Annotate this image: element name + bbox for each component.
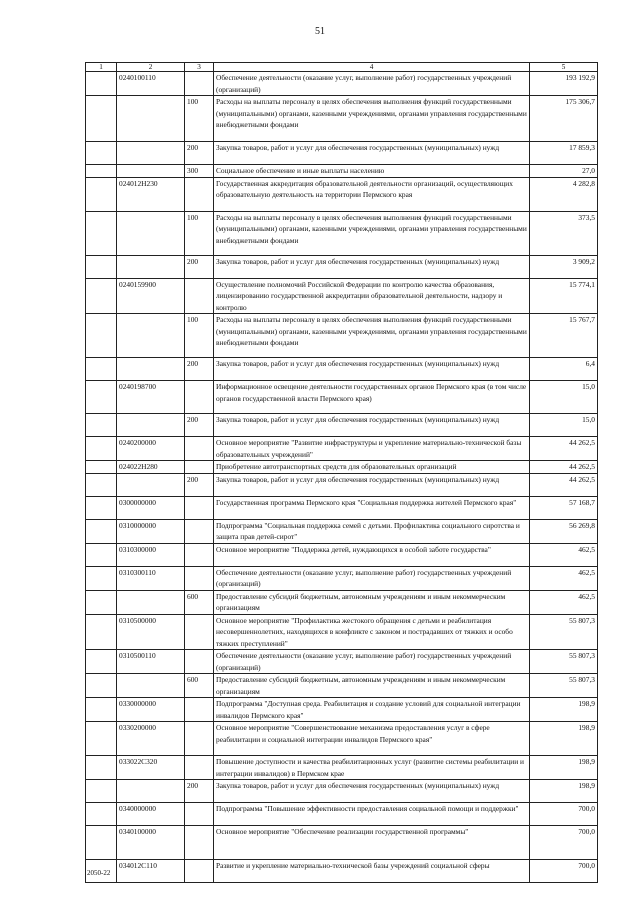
target-code-cell: 033022С320 xyxy=(117,756,185,780)
table-row xyxy=(86,414,598,437)
target-code-cell: 0330200000 xyxy=(117,722,185,756)
empty-cell xyxy=(86,543,117,566)
item-name-cell: Закупка товаров, работ и услуг для обеспечения государственных (муниципальных) нужд xyxy=(214,414,530,437)
expense-type-cell xyxy=(185,756,214,780)
amount-cell: 55 807,3 xyxy=(530,674,598,698)
target-code-cell: 0240198700 xyxy=(117,381,185,414)
target-code-cell xyxy=(117,211,185,255)
amount-cell: 3 909,2 xyxy=(530,255,598,278)
item-name-cell: Обеспечение деятельности (оказание услуг, выполнение работ) государственных учреждений (организаций) xyxy=(214,650,530,674)
table-row xyxy=(86,142,598,165)
target-code-cell: 0310500110 xyxy=(117,650,185,674)
expense-type-cell xyxy=(185,722,214,756)
amount-cell: 15,0 xyxy=(530,414,598,437)
expense-type-cell: 300 xyxy=(185,165,214,178)
expense-type-cell xyxy=(185,381,214,414)
table-row xyxy=(86,722,598,756)
amount-cell: 198,9 xyxy=(530,756,598,780)
target-code-cell: 024012Н230 xyxy=(117,177,185,211)
expense-type-cell xyxy=(185,860,214,883)
amount-cell: 373,5 xyxy=(530,211,598,255)
table-row xyxy=(86,650,598,674)
expense-type-cell xyxy=(185,543,214,566)
amount-cell: 55 807,3 xyxy=(530,614,598,650)
empty-cell xyxy=(86,381,117,414)
expense-type-cell: 200 xyxy=(185,358,214,381)
target-code-cell: 0240159900 xyxy=(117,278,185,314)
item-name-cell: Осуществление полномочий Российской Федерации по контролю качества образования, лицензированию государственной аккредитации образовательной деятельности, надзору и контролю xyxy=(214,278,530,314)
item-name-cell: Закупка товаров, работ и услуг для обеспечения государственных (муниципальных) нужд xyxy=(214,780,530,803)
target-code-cell xyxy=(117,358,185,381)
empty-cell xyxy=(86,519,117,543)
target-code-cell: 0300000000 xyxy=(117,496,185,519)
table-row xyxy=(86,496,598,519)
header-col-3: 3 xyxy=(185,63,214,72)
item-name-cell: Развитие и укрепление материально-технической базы учреждений социальной сферы xyxy=(214,860,530,883)
table-row xyxy=(86,165,598,178)
empty-cell xyxy=(86,473,117,496)
item-name-cell: Закупка товаров, работ и услуг для обеспечения государственных (муниципальных) нужд xyxy=(214,142,530,165)
expense-type-cell: 100 xyxy=(185,96,214,142)
target-code-cell: 0330000000 xyxy=(117,698,185,722)
expense-type-cell: 200 xyxy=(185,780,214,803)
item-name-cell: Государственная аккредитация образовательной деятельности организаций, осуществляющих образовательную деятельность на территории Пермского края xyxy=(214,177,530,211)
item-name-cell: Основное мероприятие "Совершенствование механизма предоставления услуг в сфере реабилитации и социальной интеграции инвалидов Пермского края" xyxy=(214,722,530,756)
target-code-cell xyxy=(117,414,185,437)
amount-cell: 6,4 xyxy=(530,358,598,381)
table-row xyxy=(86,590,598,614)
target-code-cell xyxy=(117,96,185,142)
target-code-cell: 034012С110 xyxy=(117,860,185,883)
item-name-cell: Основное мероприятие "Профилактика жестокого обращения с детьми и реабилитация несовершеннолетних, находящихся в конфликте с законом и пострадавших от тяжких и особо тяжких преступлений" xyxy=(214,614,530,650)
empty-cell xyxy=(86,590,117,614)
expense-type-cell xyxy=(185,177,214,211)
expense-type-cell: 600 xyxy=(185,674,214,698)
empty-cell xyxy=(86,826,117,860)
amount-cell: 15,0 xyxy=(530,381,598,414)
table-row xyxy=(86,698,598,722)
item-name-cell: Основное мероприятие "Развитие инфраструктуры и укрепление материально-технической базы образовательных учреждений" xyxy=(214,437,530,461)
amount-cell: 57 168,7 xyxy=(530,496,598,519)
expense-type-cell: 200 xyxy=(185,414,214,437)
target-code-cell: 024022Н280 xyxy=(117,461,185,474)
amount-cell: 175 306,7 xyxy=(530,96,598,142)
empty-cell xyxy=(86,255,117,278)
item-name-cell: Социальное обеспечение и иные выплаты населению xyxy=(214,165,530,178)
table-row xyxy=(86,314,598,358)
amount-cell: 462,5 xyxy=(530,590,598,614)
empty-cell xyxy=(86,722,117,756)
amount-cell: 17 859,3 xyxy=(530,142,598,165)
table-row xyxy=(86,437,598,461)
target-code-cell xyxy=(117,142,185,165)
table-row xyxy=(86,177,598,211)
empty-cell xyxy=(86,72,117,96)
document-footer-code: 2050-22 xyxy=(87,869,111,877)
table-row xyxy=(86,803,598,826)
table-row xyxy=(86,278,598,314)
amount-cell: 15 767,7 xyxy=(530,314,598,358)
item-name-cell: Обеспечение деятельности (оказание услуг, выполнение работ) государственных учреждений (организаций) xyxy=(214,72,530,96)
empty-cell xyxy=(86,211,117,255)
header-col-1: 1 xyxy=(86,63,117,72)
table-row xyxy=(86,211,598,255)
item-name-cell: Расходы на выплаты персоналу в целях обеспечения выполнения функций государственными (муниципальными) органами, казенными учреждениями, органами управления государственными внебюджетными фондами xyxy=(214,96,530,142)
target-code-cell: 0340100000 xyxy=(117,826,185,860)
table-row xyxy=(86,826,598,860)
table-row xyxy=(86,566,598,590)
expense-type-cell xyxy=(185,461,214,474)
item-name-cell: Подпрограмма "Повышение эффективности предоставления социальной помощи и поддержки" xyxy=(214,803,530,826)
expense-type-cell: 200 xyxy=(185,255,214,278)
target-code-cell xyxy=(117,255,185,278)
amount-cell: 44 262,5 xyxy=(530,461,598,474)
item-name-cell: Подпрограмма "Доступная среда. Реабилитация и создание условий для социальной интеграции инвалидов Пермского края" xyxy=(214,698,530,722)
table-row xyxy=(86,96,598,142)
empty-cell xyxy=(86,96,117,142)
table-row xyxy=(86,519,598,543)
table-row xyxy=(86,756,598,780)
empty-cell xyxy=(86,142,117,165)
amount-cell: 198,9 xyxy=(530,698,598,722)
target-code-cell xyxy=(117,590,185,614)
expense-type-cell: 600 xyxy=(185,590,214,614)
item-name-cell: Предоставление субсидий бюджетным, автономным учреждениям и иным некоммерческим организациям xyxy=(214,590,530,614)
expense-type-cell: 100 xyxy=(185,211,214,255)
table-row xyxy=(86,860,598,883)
item-name-cell: Информационное освещение деятельности государственных органов Пермского края (в том числе органов государственной власти Пермского края) xyxy=(214,381,530,414)
amount-cell: 44 262,5 xyxy=(530,437,598,461)
empty-cell xyxy=(86,780,117,803)
empty-cell xyxy=(86,803,117,826)
empty-cell xyxy=(86,165,117,178)
target-code-cell xyxy=(117,314,185,358)
expense-type-cell xyxy=(185,566,214,590)
empty-cell xyxy=(86,437,117,461)
expense-type-cell xyxy=(185,803,214,826)
expense-type-cell: 200 xyxy=(185,473,214,496)
table-row xyxy=(86,255,598,278)
amount-cell: 27,0 xyxy=(530,165,598,178)
amount-cell: 198,9 xyxy=(530,722,598,756)
expense-type-cell xyxy=(185,698,214,722)
target-code-cell xyxy=(117,674,185,698)
empty-cell xyxy=(86,674,117,698)
expense-type-cell xyxy=(185,614,214,650)
item-name-cell: Основное мероприятие "Поддержка детей, нуждающихся в особой заботе государства" xyxy=(214,543,530,566)
expense-type-cell xyxy=(185,650,214,674)
header-col-4: 4 xyxy=(214,63,530,72)
target-code-cell xyxy=(117,165,185,178)
empty-cell xyxy=(86,698,117,722)
table-row xyxy=(86,461,598,474)
amount-cell: 462,5 xyxy=(530,543,598,566)
empty-cell xyxy=(86,414,117,437)
target-code-cell: 0310000000 xyxy=(117,519,185,543)
expense-type-cell xyxy=(185,278,214,314)
item-name-cell: Закупка товаров, работ и услуг для обеспечения государственных (муниципальных) нужд xyxy=(214,473,530,496)
target-code-cell: 0310300000 xyxy=(117,543,185,566)
amount-cell: 700,0 xyxy=(530,860,598,883)
amount-cell: 462,5 xyxy=(530,566,598,590)
empty-cell xyxy=(86,177,117,211)
item-name-cell: Предоставление субсидий бюджетным, автономным учреждениям и иным некоммерческим организациям xyxy=(214,674,530,698)
table-row xyxy=(86,381,598,414)
expense-type-cell: 100 xyxy=(185,314,214,358)
table-row xyxy=(86,358,598,381)
amount-cell: 198,9 xyxy=(530,780,598,803)
header-col-2: 2 xyxy=(117,63,185,72)
expense-type-cell: 200 xyxy=(185,142,214,165)
amount-cell: 193 192,9 xyxy=(530,72,598,96)
empty-cell xyxy=(86,496,117,519)
item-name-cell: Государственная программа Пермского края "Социальная поддержка жителей Пермского края" xyxy=(214,496,530,519)
table-row xyxy=(86,674,598,698)
table-row xyxy=(86,614,598,650)
table-row xyxy=(86,543,598,566)
target-code-cell: 0240100110 xyxy=(117,72,185,96)
table-row xyxy=(86,72,598,96)
item-name-cell: Расходы на выплаты персоналу в целях обеспечения выполнения функций государственными (муниципальными) органами, казенными учреждениями, органами управления государственными внебюджетными фондами xyxy=(214,211,530,255)
expense-type-cell xyxy=(185,826,214,860)
empty-cell xyxy=(86,461,117,474)
target-code-cell: 0310500000 xyxy=(117,614,185,650)
amount-cell: 15 774,1 xyxy=(530,278,598,314)
target-code-cell: 0240200000 xyxy=(117,437,185,461)
amount-cell: 56 269,8 xyxy=(530,519,598,543)
empty-cell xyxy=(86,756,117,780)
table-row xyxy=(86,473,598,496)
item-name-cell: Закупка товаров, работ и услуг для обеспечения государственных (муниципальных) нужд xyxy=(214,358,530,381)
budget-table xyxy=(85,62,598,883)
empty-cell xyxy=(86,614,117,650)
item-name-cell: Основное мероприятие "Обеспечение реализации государственной программы" xyxy=(214,826,530,860)
table-row xyxy=(86,780,598,803)
expense-type-cell xyxy=(185,437,214,461)
table-header-row xyxy=(86,63,598,72)
empty-cell xyxy=(86,650,117,674)
empty-cell xyxy=(86,314,117,358)
item-name-cell: Подпрограмма "Социальная поддержка семей с детьми. Профилактика социального сиротства и защита прав детей-сирот" xyxy=(214,519,530,543)
target-code-cell: 0340000000 xyxy=(117,803,185,826)
amount-cell: 700,0 xyxy=(530,826,598,860)
item-name-cell: Расходы на выплаты персоналу в целях обеспечения выполнения функций государственными (муниципальными) органами, казенными учреждениями, органами управления государственными внебюджетными фондами xyxy=(214,314,530,358)
empty-cell xyxy=(86,566,117,590)
item-name-cell: Повышение доступности и качества реабилитационных услуг (развитие системы реабилитации и интеграции инвалидов) в Пермском крае xyxy=(214,756,530,780)
empty-cell xyxy=(86,358,117,381)
target-code-cell xyxy=(117,473,185,496)
empty-cell xyxy=(86,278,117,314)
amount-cell: 44 262,5 xyxy=(530,473,598,496)
amount-cell: 55 807,3 xyxy=(530,650,598,674)
target-code-cell xyxy=(117,780,185,803)
expense-type-cell xyxy=(185,519,214,543)
page-number: 51 xyxy=(315,26,325,37)
expense-type-cell xyxy=(185,496,214,519)
amount-cell: 4 282,8 xyxy=(530,177,598,211)
item-name-cell: Приобретение автотранспортных средств для образовательных организаций xyxy=(214,461,530,474)
item-name-cell: Закупка товаров, работ и услуг для обеспечения государственных (муниципальных) нужд xyxy=(214,255,530,278)
amount-cell: 700,0 xyxy=(530,803,598,826)
target-code-cell: 0310300110 xyxy=(117,566,185,590)
item-name-cell: Обеспечение деятельности (оказание услуг, выполнение работ) государственных учреждений (организаций) xyxy=(214,566,530,590)
header-col-5: 5 xyxy=(530,63,598,72)
expense-type-cell xyxy=(185,72,214,96)
